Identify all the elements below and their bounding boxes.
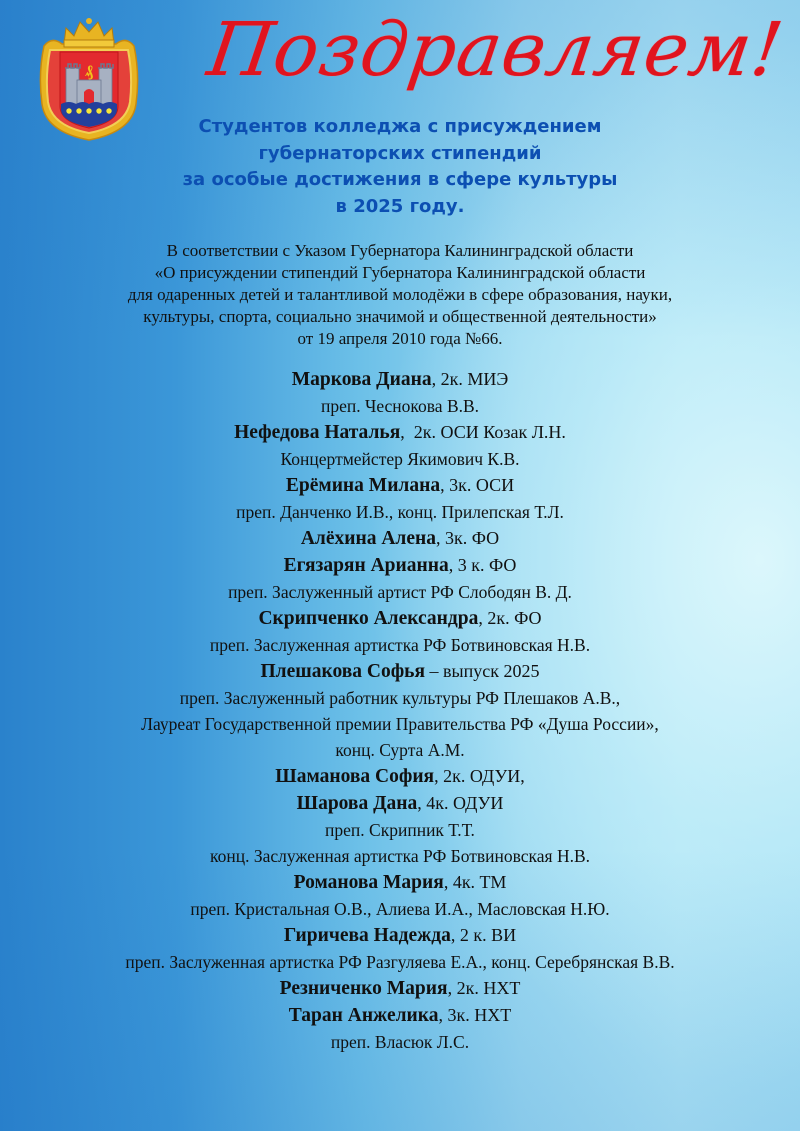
headline-line: за особые достижения в сфере культуры [182, 169, 618, 190]
decree-line: культуры, спорта, социально значимой и общественной деятельности» [143, 307, 657, 326]
laureate-row [0, 1002, 800, 1029]
laureate-row [0, 658, 800, 685]
laureate-row [0, 525, 800, 552]
decree-line: от 19 апреля 2010 года №66. [297, 329, 503, 348]
student-detail: , 3 к. ФО [448, 555, 517, 575]
laureate-row [0, 790, 800, 817]
student-name: Таран Анжелика [288, 1005, 439, 1026]
teacher-row: Лауреат Государственной премии Правительства РФ «Душа России», [141, 714, 659, 734]
student-detail: , 2к. НХТ [447, 978, 521, 998]
headline-line: губернаторских стипендий [258, 142, 542, 164]
student-name: Романова Мария [293, 872, 444, 893]
laureate-row [0, 366, 800, 393]
student-name: Гиричева Надежда [283, 925, 451, 946]
laureate-row [0, 472, 800, 499]
teacher-row: конц. Заслуженная артистка РФ Ботвиновская Н.В. [209, 846, 591, 866]
laureate-row [0, 922, 800, 949]
teacher-row: преп. Кристальная О.В., Алиева И.А., Масловская Н.Ю. [190, 899, 610, 919]
student-detail: , 3к. НХТ [438, 1005, 512, 1025]
teacher-row: преп. Скрипник Т.Т. [325, 820, 475, 840]
student-detail: – выпуск 2025 [425, 661, 540, 681]
teacher-row: преп. Власюк Л.С. [330, 1032, 470, 1052]
laureate-row [0, 975, 800, 1002]
teacher-row: преп. Заслуженный работник культуры РФ Плешаков А.В., [179, 688, 621, 708]
teacher-row: преп. Заслуженная артистка РФ Разгуляева Е.А., конц. Серебрянская В.В. [125, 952, 675, 972]
student-name: Резниченко Мария [279, 978, 448, 999]
student-name: Шарова Дана [296, 793, 418, 814]
student-detail: , 3к. ФО [436, 528, 500, 548]
student-detail: , 2к. ОДУИ, [434, 766, 525, 786]
svg-text:₰: ₰ [85, 61, 93, 80]
laureate-row [0, 552, 800, 579]
student-name: Шаманова София [275, 766, 435, 787]
student-name: Маркова Диана [291, 369, 432, 390]
decree-line: «О присуждении стипендий Губернатора Калининградской области [154, 263, 646, 282]
laureate-row [0, 419, 800, 446]
decree-line: В соответствии с Указом Губернатора Калининградской области [166, 241, 634, 260]
student-detail: , 2к. ОСИ Козак Л.Н. [400, 422, 566, 442]
page-title: Поздравляем! [202, 7, 789, 93]
student-name: Ерёмина Милана [285, 475, 441, 496]
laureates-list [0, 366, 800, 1055]
student-detail: , 4к. ТМ [443, 872, 507, 892]
teacher-row: преп. Заслуженный артист РФ Слободян В. Д. [228, 582, 572, 602]
decree-line: для одаренных детей и талантливой молодёжи в сфере образования, науки, [127, 285, 673, 304]
student-name: Егязарян Арианна [283, 555, 449, 576]
decree-text [0, 240, 800, 350]
student-detail: , 2к. МИЭ [431, 369, 509, 389]
teacher-row: преп. Чеснокова В.В. [320, 396, 480, 416]
student-detail: , 4к. ОДУИ [417, 793, 504, 813]
teacher-row: конц. Сурта А.М. [335, 740, 465, 760]
student-detail: , 3к. ОСИ [440, 475, 515, 495]
student-detail: , 2к. ФО [478, 608, 542, 628]
laureate-row [0, 763, 800, 790]
student-detail: , 2 к. ВИ [450, 925, 517, 945]
laureate-row [0, 869, 800, 896]
teacher-row: Концертмейстер Якимович К.В. [280, 449, 520, 469]
headline-line: Студентов колледжа с присуждением [198, 116, 602, 137]
teacher-row: преп. Заслуженная артистка РФ Ботвиновская Н.В. [209, 635, 591, 655]
laureate-row [0, 605, 800, 632]
teacher-row: преп. Данченко И.В., конц. Прилепская Т.Л. [236, 502, 564, 522]
student-name: Скрипченко Александра [258, 608, 479, 629]
headline [0, 114, 800, 220]
student-name: Алёхина Алена [300, 528, 436, 549]
student-name: Плешакова Софья [260, 661, 426, 682]
headline-line: в 2025 году. [335, 195, 465, 217]
student-name: Нефедова Наталья [234, 422, 401, 443]
